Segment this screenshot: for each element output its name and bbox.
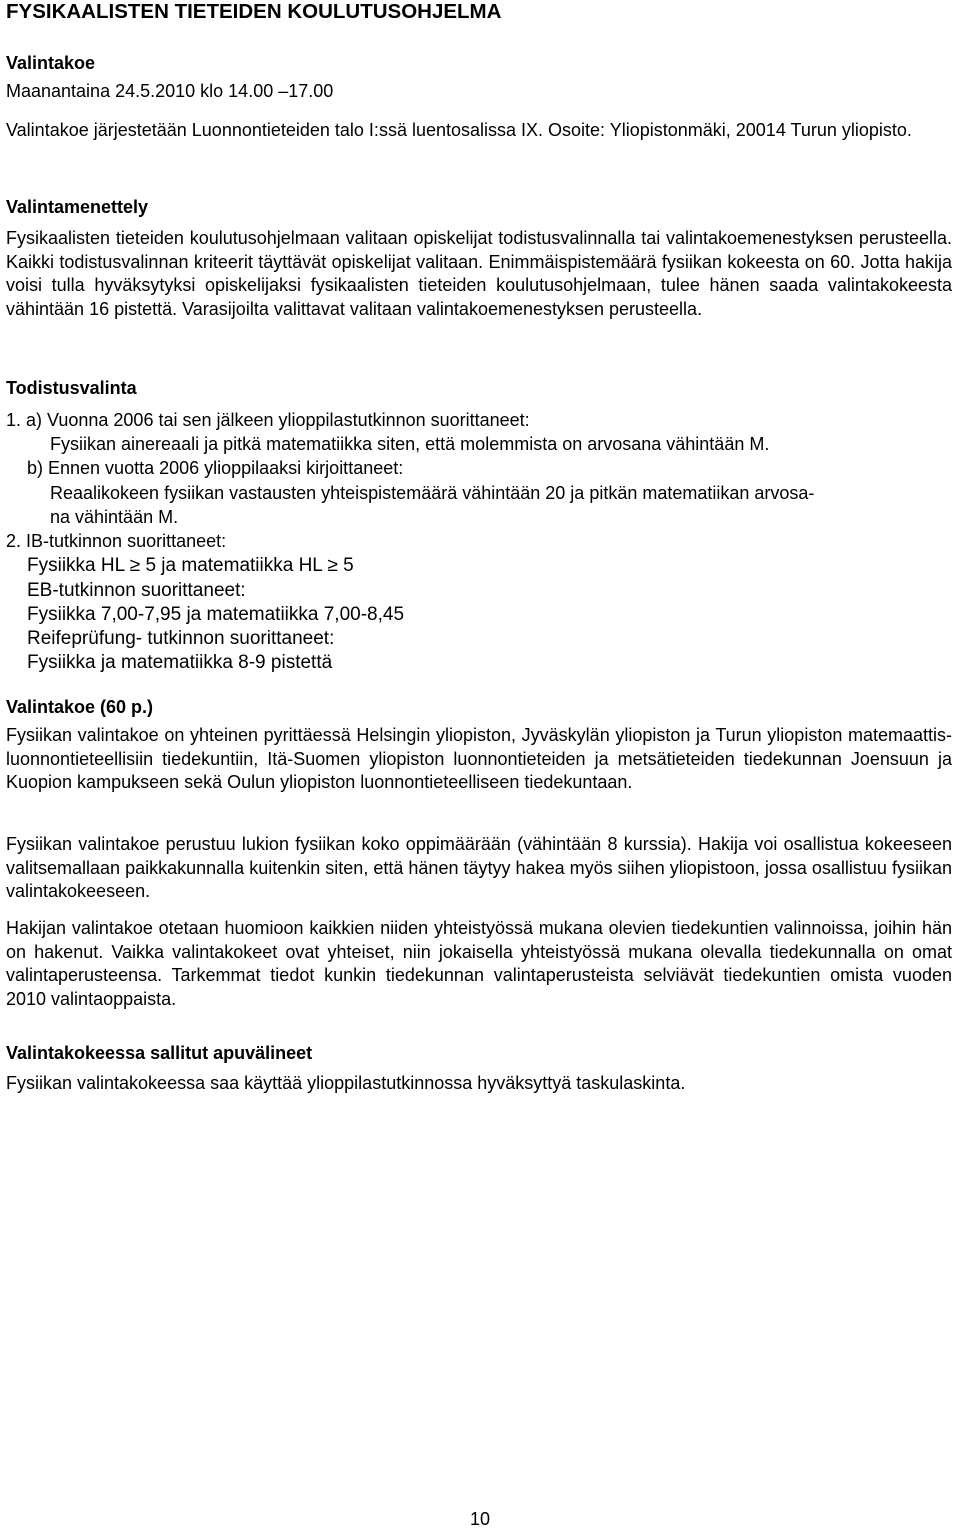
reife-heading: Reifeprüfung- tutkinnon suorittaneet:: [27, 628, 335, 649]
valintakoe-heading: Valintakoe: [6, 53, 96, 73]
valintamenettely-text: Fysikaalisten tieteiden koulutusohjelmaan valitaan opiskelijat todistusvalinnalla tai valintakoemenestyksen perusteella. Kaikki todistusvalinnan kriteerit täyttävät opiskelijat valitaan. Enimmäispistemäärä fysiikan kokeesta on 60. Jotta hakija voisi tulla hyväksytyksi opiskelijaksi fysikaalisten tieteiden koulutusohjelmaan, tulee hänen saada valintakokeesta vähintään 16 pistettä. Varasijoilta valittavat valitaan valintakoemenestyksen perusteella.: [6, 228, 952, 319]
ib-requirement: Fysiikka HL ≥ 5 ja matematiikka HL ≥ 5: [27, 555, 354, 576]
valintamenettely-heading: Valintamenettely: [6, 197, 149, 217]
page-number: 10: [469, 1509, 491, 1529]
valintakoe-60-paragraph-2: Fysiikan valintakoe perustuu lukion fysiikan koko oppimäärään (vähintään 8 kurssia). Hakija voi osallistua kokeeseen valitsemallaan paikkakunnalla kuitenkin siten, että hänen täytyy hakea myös siihen yliopistoon, jossa osallistuu fysiikan valintakokeeseen.: [6, 834, 952, 901]
valintakoe-place: Valintakoe järjestetään Luonnontieteiden talo I:ssä luentosalissa IX. Osoite: Yliopistonmäki, 20014 Turun yliopisto.: [6, 120, 912, 140]
item-1b-detail-line1: Reaalikokeen fysiikan vastausten yhteispistemäärä vähintään 20 ja pitkän matematiikan arvosa-: [50, 483, 815, 503]
eb-requirement: Fysiikka 7,00-7,95 ja matematiikka 7,00-8,45: [27, 604, 405, 625]
valintakoe-60-heading: Valintakoe (60 p.): [6, 697, 154, 717]
eb-heading: EB-tutkinnon suorittaneet:: [27, 580, 246, 601]
valintakoe-60-paragraph-1: Fysiikan valintakoe on yhteinen pyrittäessä Helsingin yliopiston, Jyväskylän yliopiston ja Turun yliopiston matemaattis-luonnontieteellisiin tiedekuntiin, Itä-Suomen yliopiston luonnontieteiden ja metsätieteiden tiedekunnan Joensuun ja Kuopion kampukseen sekä Oulun yliopiston luonnontieteelliseen tiedekuntaan.: [6, 725, 952, 792]
item-1b-detail-line2: na vähintään M.: [50, 507, 179, 527]
reife-requirement: Fysiikka ja matematiikka 8-9 pistettä: [27, 652, 333, 673]
item-1b: b) Ennen vuotta 2006 ylioppilaaksi kirjoittaneet:: [27, 458, 404, 478]
apuvalineet-heading: Valintakokeessa sallitut apuvälineet: [6, 1043, 313, 1063]
item-2: 2. IB-tutkinnon suorittaneet:: [6, 531, 227, 551]
valintakoe-date: Maanantaina 24.5.2010 klo 14.00 –17.00: [6, 81, 334, 101]
apuvalineet-text: Fysiikan valintakokeessa saa käyttää ylioppilastutkinnossa hyväksyttyä taskulaskinta.: [6, 1073, 686, 1093]
page-title: FYSIKAALISTEN TIETEIDEN KOULUTUSOHJELMA: [6, 0, 502, 23]
todistusvalinta-heading: Todistusvalinta: [6, 378, 137, 398]
item-1a: 1. a) Vuonna 2006 tai sen jälkeen ylioppilastutkinnon suorittaneet:: [6, 410, 530, 430]
valintakoe-60-paragraph-3: Hakijan valintakoe otetaan huomioon kaikkien niiden yhteistyössä mukana olevien tiedekuntien valinnoissa, joihin hän on hakenut. Vaikka valintakokeet ovat yhteiset, niin jokaisella yhteistyössä mukana olevalla tiedekunnalla on omat valintaperusteensa. Tarkemmat tiedot kunkin tiedekunnan valintaperusteista selviävät tiedekuntien omista vuoden 2010 valintaoppaista.: [6, 918, 952, 1009]
item-1a-detail: Fysiikan ainereaali ja pitkä matematiikka siten, että molemmista on arvosana vähintään M.: [50, 434, 770, 454]
